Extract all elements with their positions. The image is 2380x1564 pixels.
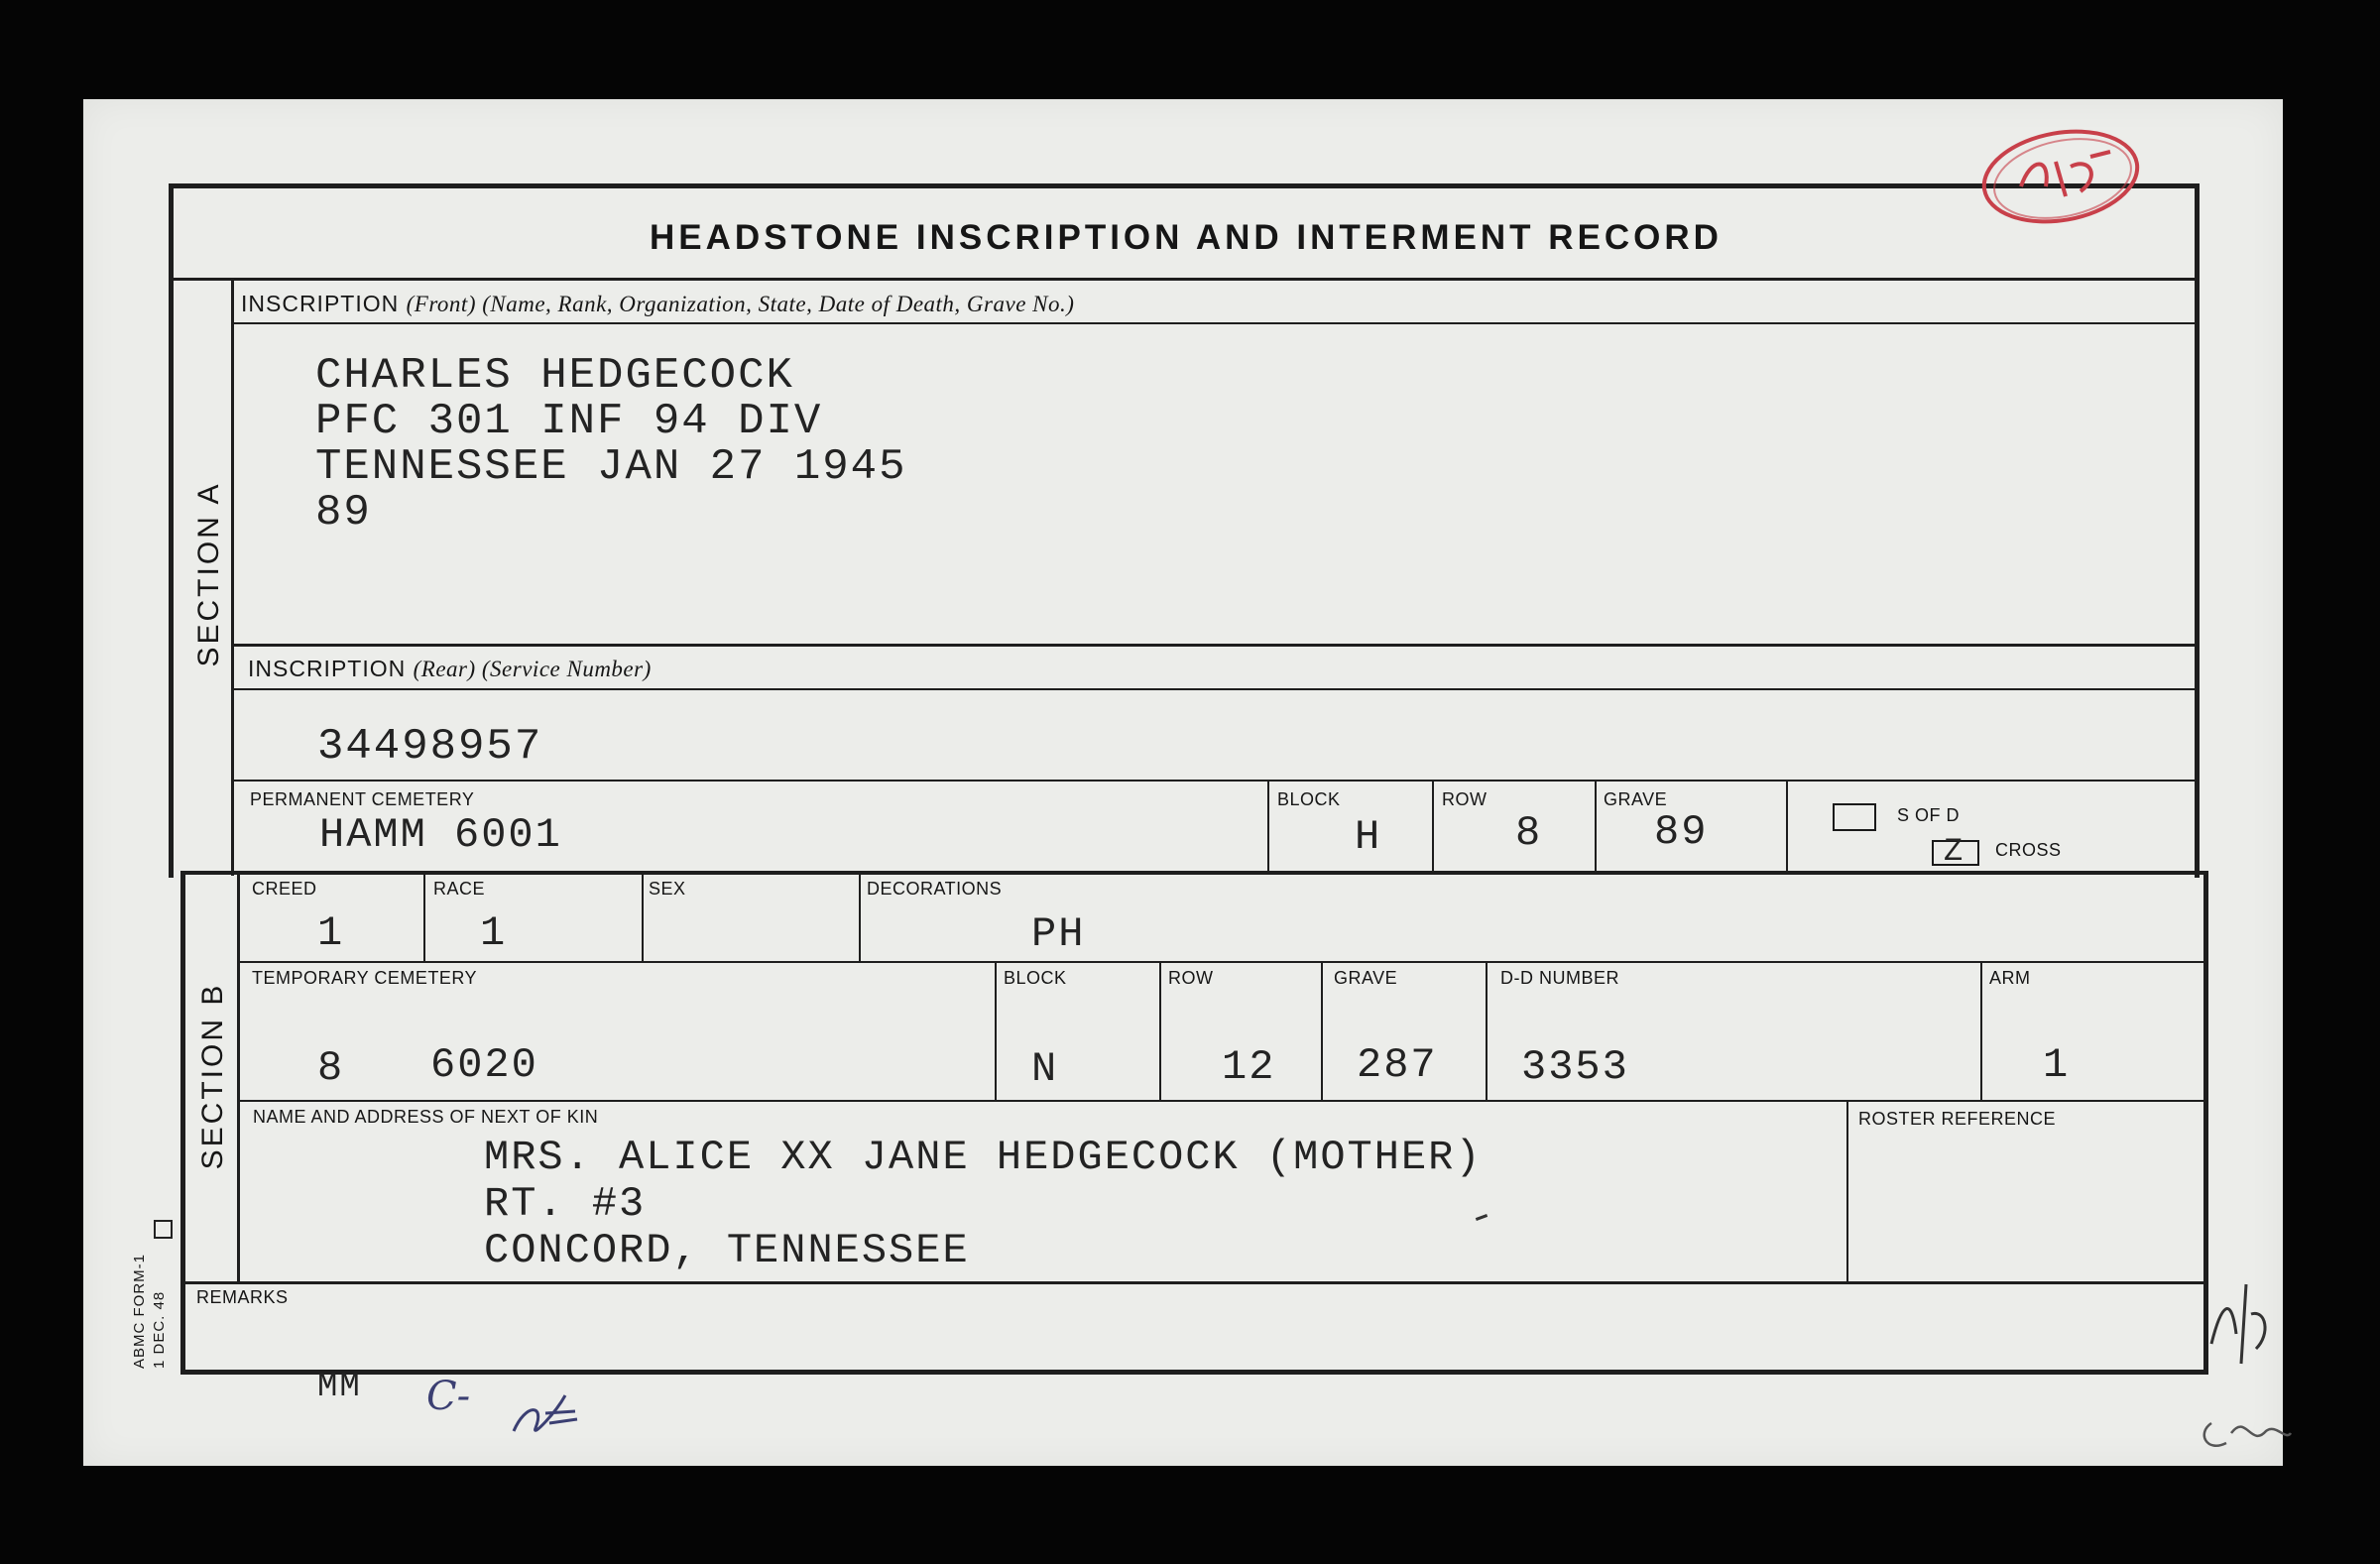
temp-cemetery-label: TEMPORARY CEMETERY	[252, 968, 478, 988]
race-value: 1	[480, 909, 508, 957]
creed-value: 1	[317, 909, 345, 957]
red-stamp	[1971, 117, 2150, 236]
remarks-initials: MM	[317, 1369, 362, 1406]
sofd-label: S OF D	[1897, 805, 1961, 825]
temp-block-value: N	[1031, 1045, 1059, 1093]
pencil-note: C-	[426, 1374, 471, 1419]
rear-inscription-header: INSCRIPTION (Rear) (Service Number)	[248, 656, 652, 681]
sex-label: SEX	[649, 879, 686, 899]
decorations-value: PH	[1031, 910, 1086, 958]
section-b-label: SECTION B	[196, 982, 229, 1170]
form-title: HEADSTONE INSCRIPTION AND INTERMENT RECORD	[650, 218, 1723, 257]
kin-line-route: RT. #3	[484, 1180, 647, 1228]
service-number: 34498957	[317, 722, 543, 772]
section-a-label: SECTION A	[192, 481, 225, 667]
inscription-line-state-date: TENNESSEE JAN 27 1945	[315, 442, 907, 492]
remarks-label: REMARKS	[196, 1287, 289, 1307]
next-of-kin-label: NAME AND ADDRESS OF NEXT OF KIN	[253, 1107, 599, 1127]
cross-check-mark: Z	[1944, 833, 1964, 870]
front-inscription	[315, 353, 907, 536]
perm-row-label: ROW	[1442, 789, 1488, 809]
inscription-line-grave: 89	[315, 488, 372, 538]
permanent-cemetery-label: PERMANENT CEMETERY	[250, 789, 475, 809]
dd-number-value: 3353	[1521, 1043, 1629, 1091]
kin-line-city: CONCORD, TENNESSEE	[484, 1227, 970, 1274]
temp-cemetery-value: 6020	[430, 1041, 538, 1089]
perm-block-label: BLOCK	[1277, 789, 1341, 809]
arm-label: ARM	[1989, 968, 2031, 988]
creed-label: CREED	[252, 879, 317, 899]
temp-row-value: 12	[1222, 1043, 1276, 1091]
temp-row-label: ROW	[1168, 968, 1214, 988]
perm-block-value: H	[1355, 813, 1382, 861]
permanent-cemetery-value: HAMM 6001	[319, 811, 562, 859]
arm-value: 1	[2043, 1041, 2071, 1089]
dd-number-label: D-D NUMBER	[1500, 968, 1619, 988]
front-inscription-header: INSCRIPTION (Front) (Name, Rank, Organization, State, Date of Death, Grave No.)	[241, 291, 1075, 316]
decorations-label: DECORATIONS	[867, 879, 1003, 899]
form-id-box	[154, 1220, 173, 1239]
next-of-kin	[484, 1135, 1483, 1274]
pencil-scribble	[506, 1384, 585, 1443]
perm-grave-value: 89	[1654, 808, 1709, 856]
temp-grave-label: GRAVE	[1334, 968, 1398, 988]
roster-reference-label: ROSTER REFERENCE	[1858, 1109, 2057, 1129]
temp-block-label: BLOCK	[1004, 968, 1067, 988]
form-id: ABMC FORM-1 1 DEC. 48	[131, 1254, 168, 1369]
inscription-line-name: CHARLES HEDGECOCK	[315, 351, 794, 401]
inscription-line-unit: PFC 301 INF 94 DIV	[315, 397, 823, 446]
temp-cemetery-code: 8	[317, 1044, 345, 1092]
sofd-checkbox[interactable]	[1833, 803, 1876, 831]
kin-line-name: MRS. ALICE XX JANE HEDGECOCK (MOTHER)	[484, 1134, 1483, 1181]
cross-label: CROSS	[1995, 840, 2062, 860]
temp-grave-value: 287	[1357, 1041, 1438, 1089]
perm-row-value: 8	[1515, 809, 1543, 857]
race-label: RACE	[433, 879, 486, 899]
perm-grave-label: GRAVE	[1604, 789, 1668, 809]
pencil-margin-marks	[2192, 1274, 2301, 1463]
